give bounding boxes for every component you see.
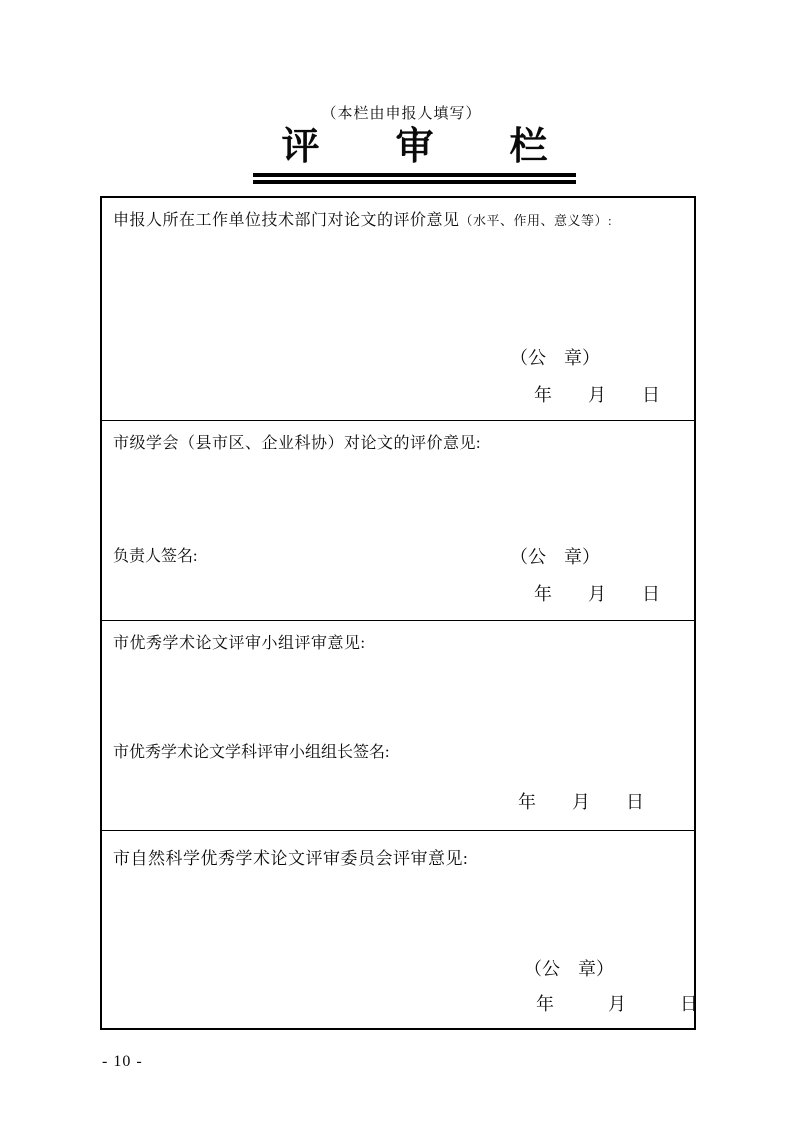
row-title: 市优秀学术论文评审小组评审意见:: [113, 635, 366, 652]
fill-instruction: （本栏由申报人填写）: [321, 106, 482, 122]
page-title: 评 审 栏: [253, 126, 575, 184]
row-title-note: （水平、作用、意义等）:: [459, 213, 613, 228]
page-title-wrap: [18, 126, 793, 184]
seal-label: （公 章）: [510, 348, 600, 368]
review-table: [100, 196, 696, 1030]
table-row-committee-opinion: [102, 830, 698, 1028]
table-row-society-opinion: [102, 420, 694, 620]
row-title-text: 申报人所在工作单位技术部门对论文的评价意见: [113, 212, 460, 229]
table-row-review-group-opinion: [102, 620, 694, 830]
row-title: 市自然科学优秀学术论文评审委员会评审意见:: [113, 849, 469, 868]
signer-label: 市优秀学术论文学科评审小组组长签名:: [113, 744, 390, 761]
table-row-unit-opinion: [102, 198, 694, 420]
date-line: 年 月 日: [518, 792, 644, 812]
signer-label: 负责人签名:: [113, 548, 198, 565]
date-line: 年 月 日: [536, 994, 698, 1014]
date-line: 年 月 日: [534, 584, 660, 604]
row-title: [113, 207, 612, 230]
seal-label: （公 章）: [524, 959, 614, 979]
seal-label: （公 章）: [510, 547, 600, 567]
page-number: - 10 -: [102, 1053, 143, 1070]
row-title: 市级学会（县市区、企业科协）对论文的评价意见:: [113, 435, 481, 452]
date-line: 年 月 日: [534, 385, 660, 405]
